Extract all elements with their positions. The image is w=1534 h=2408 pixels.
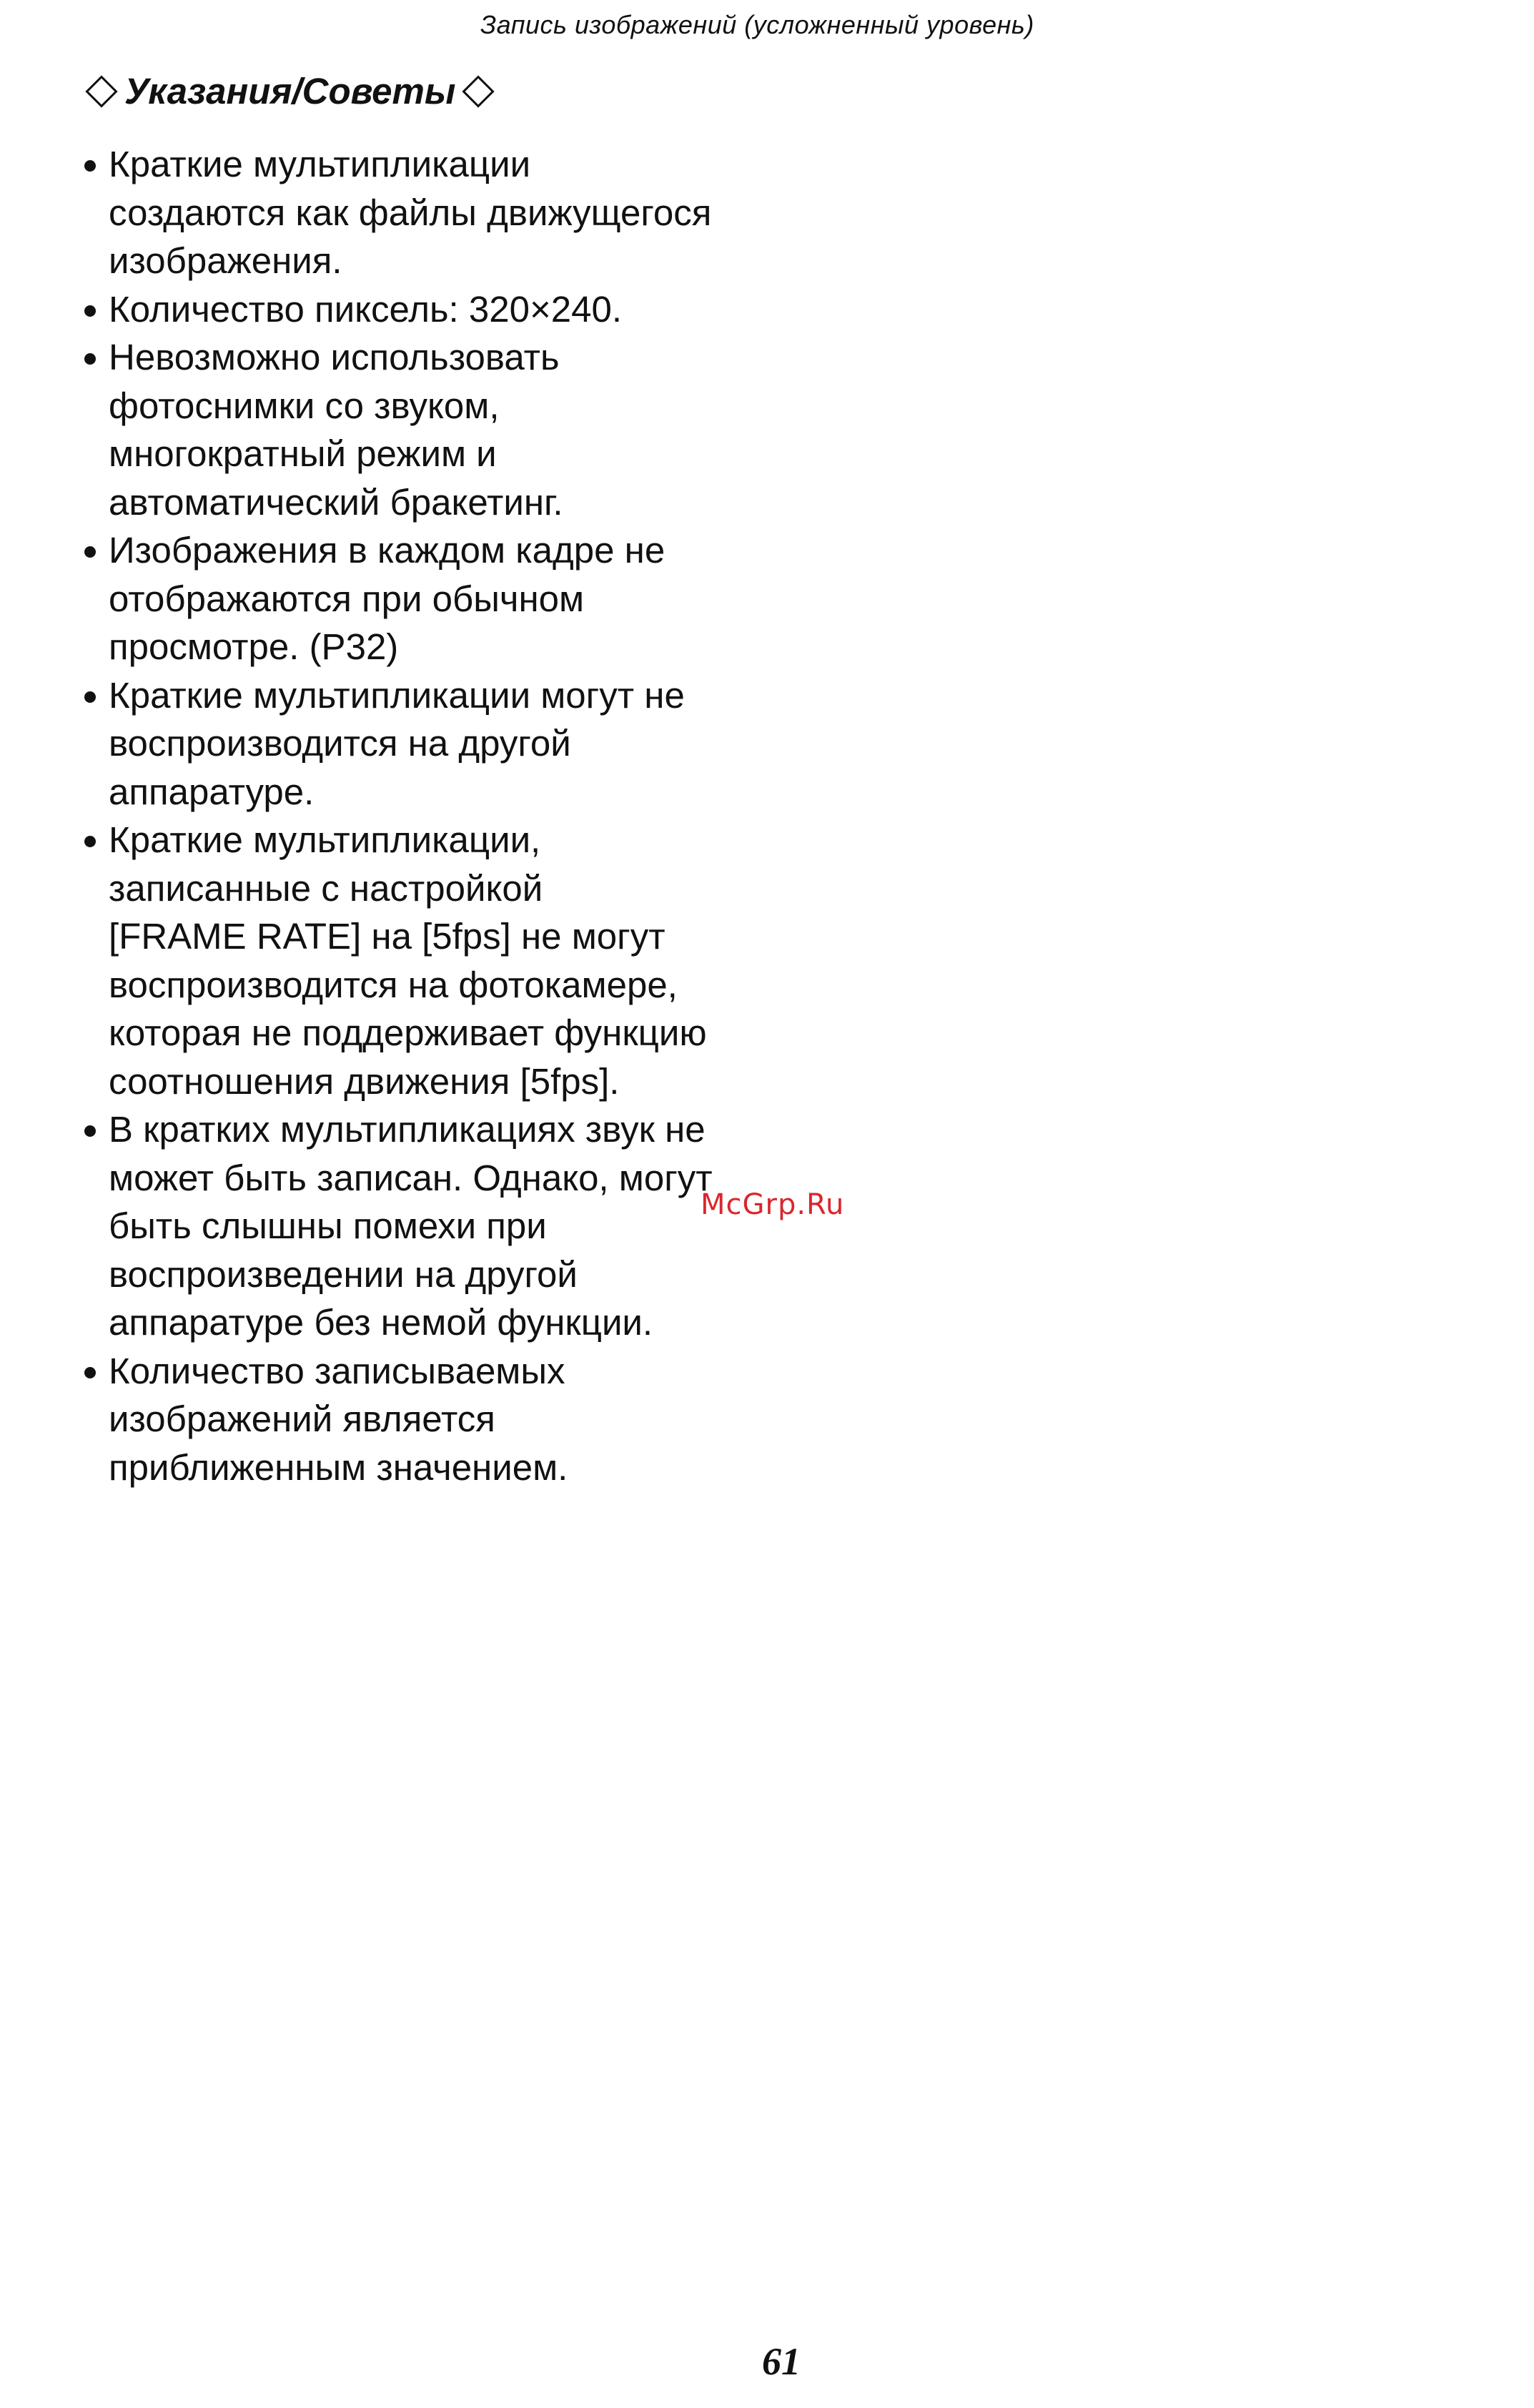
list-item: Краткие мультипликации, записанные с настройкой [FRAME RATE] на [5fps] не могут воспроизводится на фотокамере, которая не поддерживает функцию соотношения движения [5fps]. bbox=[80, 816, 823, 1105]
tips-list bbox=[80, 140, 823, 1491]
section-title: Указания/Советы bbox=[124, 71, 456, 112]
list-item: Количество записываемых изображений является приближенным значением. bbox=[80, 1347, 823, 1492]
list-item: Изображения в каждом кадре не отображаются при обычном просмотре. (P32) bbox=[80, 526, 823, 671]
watermark: McGrp.Ru bbox=[701, 1188, 845, 1221]
list-item: Невозможно использовать фотоснимки со звуком, многократный режим и автоматический бракетинг. bbox=[80, 333, 823, 526]
list-item: Краткие мультипликации создаются как файлы движущегося изображения. bbox=[80, 140, 823, 285]
list-item: В кратких мультипликациях звук не может быть записан. Однако, могут быть слышны помехи при воспроизведении на другой аппаратуре без немой функции. bbox=[80, 1105, 823, 1347]
page-number: 61 bbox=[762, 2340, 801, 2383]
list-item: Количество пиксель: 320×240. bbox=[80, 285, 823, 334]
diamond-icon bbox=[85, 75, 117, 107]
diamond-icon bbox=[462, 75, 495, 107]
running-header: Запись изображений (усложненный уровень) bbox=[480, 10, 1034, 39]
list-item: Краткие мультипликации могут не воспроизводится на другой аппаратуре. bbox=[80, 671, 823, 816]
section-heading bbox=[83, 70, 497, 112]
